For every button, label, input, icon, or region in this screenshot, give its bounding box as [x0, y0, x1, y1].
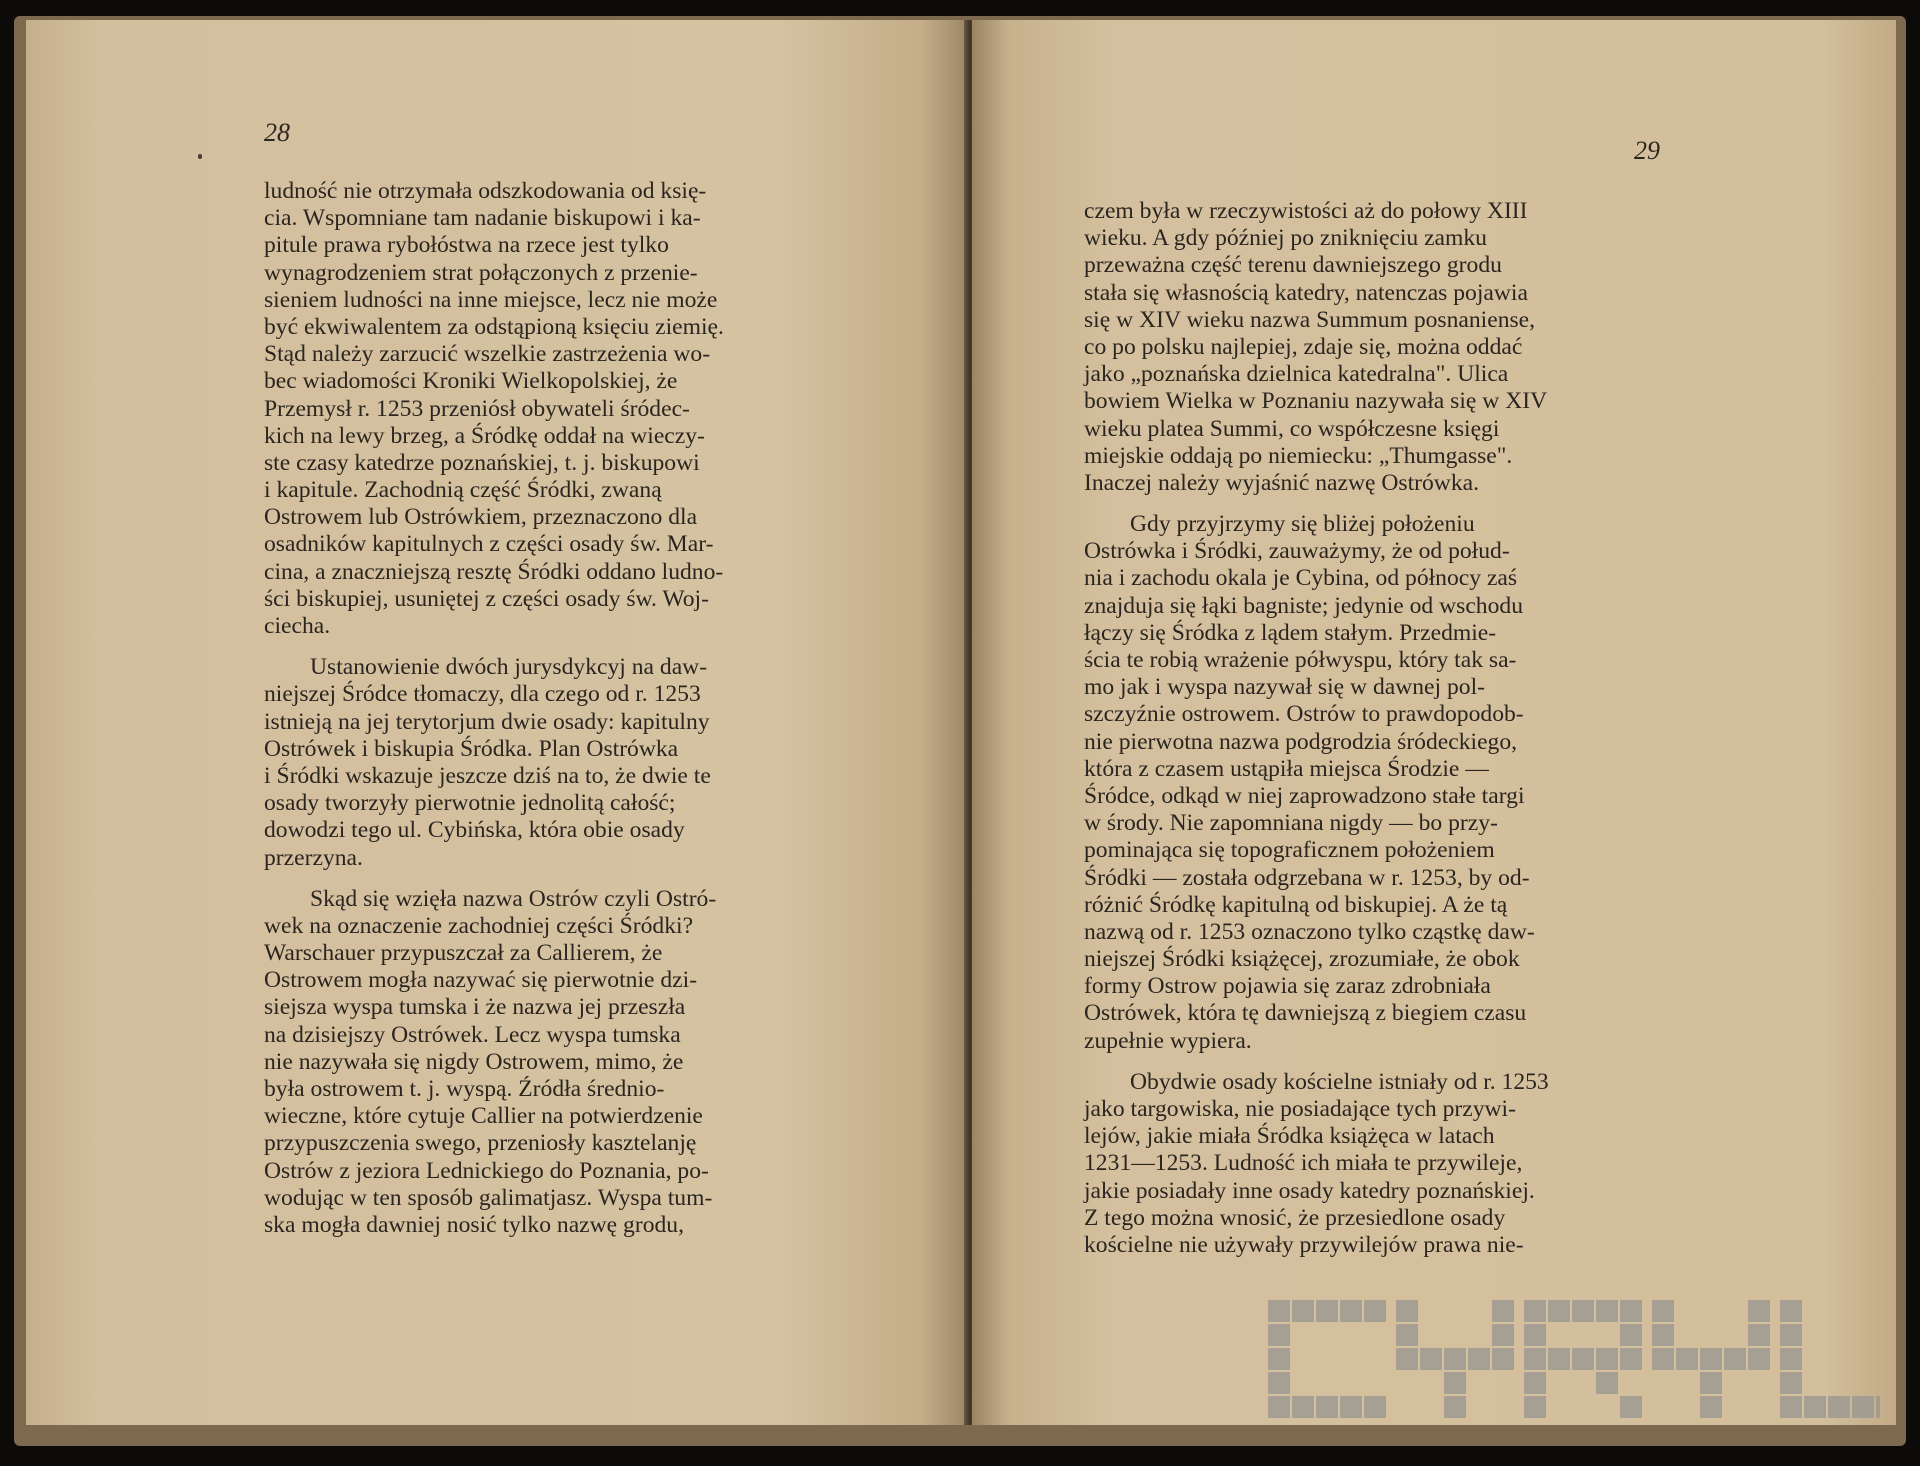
- text-line: Śródki — została odgrzebana w r. 1253, by od-: [1084, 864, 1530, 891]
- watermark-block: [1524, 1300, 1546, 1322]
- text-line: ści biskupiej, usuniętej z części osady św. Woj-: [264, 585, 709, 612]
- watermark-block: [1396, 1324, 1418, 1346]
- text-line: jako targowiska, nie posiadające tych przywi-: [1084, 1096, 1516, 1122]
- watermark-block: [1524, 1396, 1546, 1418]
- text-line: istnieją na jej terytorjum dwie osady: kapitulny: [264, 708, 710, 735]
- paragraph-gap: [1084, 497, 1704, 511]
- watermark-block: [1444, 1372, 1466, 1394]
- ink-speck: [198, 154, 202, 159]
- text-line: przypuszczenia swego, przeniosły kasztelanję: [264, 1130, 697, 1157]
- watermark-block: [1804, 1396, 1826, 1418]
- cyryl-watermark: [1268, 1300, 1880, 1418]
- text-line: lejów, jakie miała Śródka książęca w latach: [1084, 1123, 1495, 1150]
- text-line: wek na oznaczenie zachodniej części Śródki?: [264, 912, 694, 939]
- watermark-block: [1620, 1300, 1642, 1322]
- watermark-block: [1596, 1372, 1618, 1394]
- watermark-block: [1596, 1300, 1618, 1322]
- watermark-block: [1780, 1300, 1802, 1322]
- text-line: osadników kapitulnych z części osady św. Mar-: [264, 531, 714, 558]
- watermark-block: [1724, 1348, 1746, 1370]
- watermark-block: [1596, 1348, 1618, 1370]
- text-line: wieczne, które cytuje Callier na potwierdzenie: [264, 1103, 703, 1130]
- text-line: w środy. Nie zapomniana nigdy — bo przy-: [1084, 810, 1498, 837]
- text-line: ciecha.: [264, 613, 331, 639]
- watermark-block: [1468, 1348, 1490, 1370]
- watermark-block: [1620, 1324, 1642, 1346]
- text-line: Ostrów z jeziora Lednickiego do Poznania, po-: [264, 1157, 709, 1184]
- text-line: Skąd się wzięła nazwa Ostrów czyli Ostró-: [310, 885, 717, 912]
- watermark-block: [1492, 1324, 1514, 1346]
- text-line: ste czasy katedrze poznańskiej, t. j. biskupowi: [264, 449, 700, 476]
- watermark-block: [1364, 1300, 1386, 1322]
- text-line: była ostrowem t. j. wyspą. Źródła średnio-: [264, 1076, 665, 1102]
- text-line: formy Ostrow pojawia się zaraz zdrobniała: [1084, 973, 1491, 1000]
- text-line: Obydwie osady kościelne istniały od r. 1253: [1130, 1068, 1549, 1095]
- text-line: szczyźnie ostrowem. Ostrów to prawdopodob-: [1084, 701, 1524, 728]
- watermark-block: [1852, 1396, 1874, 1418]
- watermark-block: [1268, 1324, 1290, 1346]
- text-line: pitule prawa rybołóstwa na rzece jest tylko: [264, 232, 669, 259]
- watermark-block: [1700, 1396, 1722, 1418]
- text-line: Warschauer przypuszczał za Callierem, że: [264, 940, 663, 967]
- watermark-block: [1316, 1300, 1338, 1322]
- watermark-block: [1268, 1372, 1290, 1394]
- text-line: i Śródki wskazuje jeszcze dziś na to, że dwie te: [264, 762, 711, 789]
- text-line: jako „poznańska dzielnica katedralna". Ulica: [1084, 361, 1509, 388]
- watermark-block: [1420, 1348, 1442, 1370]
- text-line: Gdy przyjrzymy się bliżej położeniu: [1130, 511, 1475, 538]
- text-line: przeważna część terenu dawniejszego grodu: [1084, 252, 1502, 279]
- text-line: Z tego można wnosić, że przesiedlone osady: [1084, 1204, 1506, 1231]
- text-line: która z czasem ustąpiła miejsca Środzie —: [1084, 755, 1489, 782]
- text-line: kościelne nie używały przywilejów prawa nie-: [1084, 1231, 1524, 1258]
- text-line: nie pierwotna nazwa podgrodzia śródeckiego,: [1084, 728, 1518, 755]
- text-line: sieniem ludności na inne miejsce, lecz nie może: [264, 286, 718, 313]
- paragraph-gap: [264, 640, 874, 654]
- text-line: nie nazywała się nigdy Ostrowem, mimo, że: [264, 1048, 684, 1075]
- watermark-block: [1524, 1324, 1546, 1346]
- text-line: jakie posiadały inne osady katedry poznańskiej.: [1084, 1177, 1535, 1204]
- text-line: wodując w ten sposób galimatjasz. Wyspa tum-: [264, 1184, 713, 1211]
- watermark-block: [1524, 1372, 1546, 1394]
- text-line: Ostrówek i biskupia Śródka. Plan Ostrówka: [264, 735, 679, 762]
- watermark-block: [1548, 1348, 1570, 1370]
- watermark-block: [1444, 1396, 1466, 1418]
- text-line: nazwą od r. 1253 oznaczono tylko cząstkę daw-: [1084, 918, 1535, 945]
- text-line: Ostrówek, która tę dawniejszą z biegiem czasu: [1084, 1000, 1527, 1027]
- text-line: niejszej Śródki książęcej, zrozumiałe, że obok: [1084, 946, 1520, 973]
- text-line: różnić Śródkę kapitulną od biskupiej. A że tą: [1084, 891, 1508, 918]
- watermark-block: [1268, 1396, 1290, 1418]
- text-line: Inaczej należy wyjaśnić nazwę Ostrówka.: [1084, 469, 1480, 496]
- watermark-block: [1748, 1348, 1770, 1370]
- watermark-block: [1268, 1348, 1290, 1370]
- watermark-block: [1748, 1324, 1770, 1346]
- text-line: wieku. A gdy później po zniknięciu zamku: [1084, 225, 1487, 252]
- text-line: co po polsku najlepiej, zdaje się, można oddać: [1084, 333, 1523, 360]
- text-line: Przemysł r. 1253 przeniósł obywateli śródec-: [264, 395, 690, 422]
- text-line: miejskie oddają po niemiecku: „Thumgasse".: [1084, 442, 1513, 469]
- watermark-block: [1268, 1300, 1290, 1322]
- watermark-block: [1340, 1396, 1362, 1418]
- watermark-block: [1780, 1396, 1802, 1418]
- text-line: dowodzi tego ul. Cybińska, która obie osady: [264, 817, 685, 844]
- watermark-logo: [1268, 1300, 1880, 1418]
- text-line: nia i zachodu okala je Cybina, od północy zaś: [1084, 565, 1518, 592]
- text-line: stała się własnością katedry, natenczas pojawia: [1084, 279, 1528, 306]
- watermark-block: [1492, 1348, 1514, 1370]
- right-page: [972, 20, 1896, 1425]
- paragraph-gap: [1084, 1055, 1704, 1069]
- watermark-block: [1700, 1372, 1722, 1394]
- text-line: czem była w rzeczywistości aż do połowy XIII: [1084, 198, 1528, 224]
- watermark-block: [1652, 1348, 1674, 1370]
- watermark-block: [1828, 1396, 1850, 1418]
- text-line: osady tworzyły pierwotnie jednolitą całość;: [264, 790, 676, 817]
- text-line: mo jak i wyspa nazywał się w dawnej pol-: [1084, 674, 1485, 701]
- text-line: Ostrowem mogła nazywać się pierwotnie dzi-: [264, 967, 698, 994]
- watermark-block: [1620, 1396, 1642, 1418]
- watermark-block: [1292, 1300, 1314, 1322]
- text-line: i kapitule. Zachodnią część Śródki, zwaną: [264, 477, 662, 504]
- page-number-left: 28: [264, 118, 290, 147]
- text-line: ludność nie otrzymała odszkodowania od księ-: [264, 178, 707, 204]
- text-line: wynagrodzeniem strat połączonych z przenie-: [264, 259, 698, 286]
- watermark-block: [1572, 1300, 1594, 1322]
- watermark-block: [1700, 1348, 1722, 1370]
- text-line: Ostrówka i Śródki, zauważymy, że od połud-: [1084, 538, 1510, 565]
- text-line: na dzisiejszy Ostrówek. Lecz wyspa tumska: [264, 1021, 681, 1048]
- text-line: siejsza wyspa tumska i że nazwa jej przeszła: [264, 994, 686, 1021]
- watermark-block: [1676, 1348, 1698, 1370]
- watermark-block: [1396, 1348, 1418, 1370]
- page-number-right: 29: [1634, 136, 1660, 165]
- watermark-block: [1316, 1396, 1338, 1418]
- text-line: pominająca się topograficznem położeniem: [1084, 837, 1495, 864]
- watermark-block: [1364, 1396, 1386, 1418]
- text-line: wieku platea Summi, co współczesne księgi: [1084, 415, 1500, 442]
- watermark-block: [1396, 1300, 1418, 1322]
- text-line: zupełnie wypiera.: [1084, 1027, 1252, 1054]
- paragraph-gap: [264, 872, 874, 886]
- left-page-text: [264, 178, 874, 1239]
- text-line: bec wiadomości Kroniki Wielkopolskiej, że: [264, 368, 678, 395]
- text-line: Ustanowienie dwóch jurysdykcyj na daw-: [310, 654, 708, 681]
- watermark-block: [1492, 1300, 1514, 1322]
- watermark-block: [1780, 1372, 1802, 1394]
- watermark-block: [1876, 1396, 1880, 1418]
- text-line: kich na lewy brzeg, a Śródkę oddał na wieczy-: [264, 422, 705, 449]
- text-line: znajduja się łąki bagniste; jedynie od wschodu: [1084, 592, 1523, 619]
- watermark-block: [1340, 1300, 1362, 1322]
- watermark-block: [1548, 1300, 1570, 1322]
- text-line: ska mogła dawniej nosić tylko nazwę grodu,: [264, 1211, 684, 1238]
- text-line: cina, a znaczniejszą resztę Śródki oddano ludno-: [264, 558, 724, 585]
- text-line: się w XIV wieku nazwa Summum posnaniense,: [1084, 306, 1536, 333]
- left-page: [26, 20, 968, 1425]
- text-line: przerzyna.: [264, 844, 363, 871]
- text-line: ścia te robią wrażenie półwyspu, który tak sa-: [1084, 647, 1517, 673]
- text-line: być ekwiwalentem za odstąpioną księciu ziemię.: [264, 313, 724, 340]
- text-line: 1231—1253. Ludność ich miała te przywileje,: [1084, 1150, 1523, 1177]
- watermark-block: [1444, 1348, 1466, 1370]
- text-line: Stąd należy zarzucić wszelkie zastrzeżenia wo-: [264, 341, 711, 368]
- text-line: cia. Wspomniane tam nadanie biskupowi i ka-: [264, 205, 701, 232]
- watermark-block: [1572, 1348, 1594, 1370]
- watermark-block: [1652, 1300, 1674, 1322]
- watermark-block: [1620, 1348, 1642, 1370]
- watermark-block: [1780, 1348, 1802, 1370]
- text-line: bowiem Wielka w Poznaniu nazywała się w XIV: [1084, 388, 1548, 415]
- watermark-block: [1780, 1324, 1802, 1346]
- watermark-block: [1652, 1324, 1674, 1346]
- watermark-block: [1292, 1396, 1314, 1418]
- watermark-block: [1748, 1300, 1770, 1322]
- text-line: Śródce, odkąd w niej zaprowadzono stałe targi: [1084, 782, 1525, 809]
- text-line: łączy się Śródka z lądem stałym. Przedmie-: [1084, 619, 1497, 646]
- watermark-block: [1524, 1348, 1546, 1370]
- right-page-text: [1084, 198, 1704, 1259]
- text-line: Ostrowem lub Ostrówkiem, przeznaczono dla: [264, 504, 698, 531]
- text-line: niejszej Śródce tłomaczy, dla czego od r. 1253: [264, 681, 701, 708]
